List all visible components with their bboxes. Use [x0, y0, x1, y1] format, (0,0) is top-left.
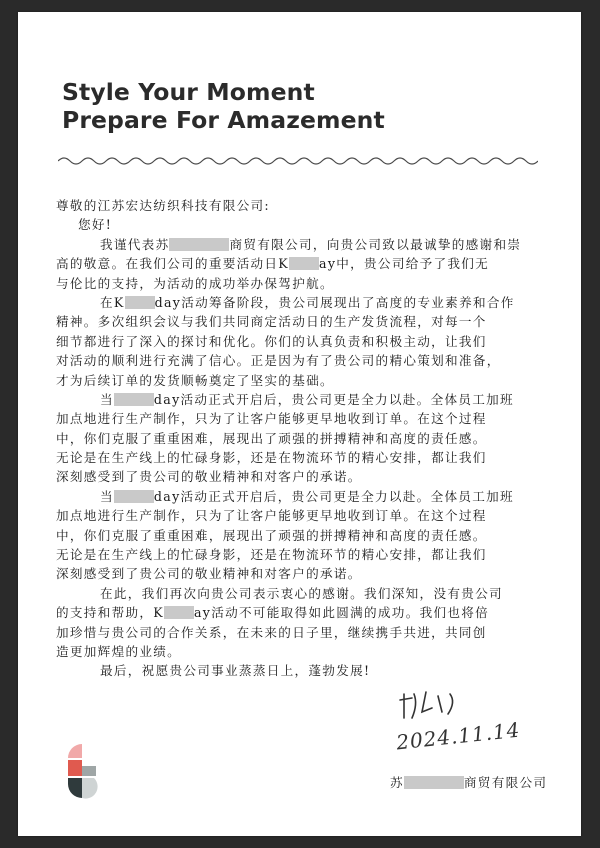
sender-company — [390, 772, 547, 791]
redaction-mark — [404, 776, 464, 789]
paragraph-1-line-2 — [56, 254, 556, 273]
text-segment: 在K — [100, 294, 125, 310]
header-slogan — [62, 78, 385, 134]
paragraph-2-line-2: 精神。多次组织会议与我们共同商定活动日的生产发货流程，对每一个 — [56, 314, 487, 330]
redaction-mark — [169, 238, 229, 251]
text-segment: 当 — [100, 488, 114, 504]
text-segment: day活动筹备阶段，贵公司展现出了高度的专业素养和合作 — [154, 294, 515, 310]
paragraph-5-line-2 — [56, 603, 556, 622]
paragraph-4-line-4: 无论是在生产线上的忙碌身影，还是在物流环节的精心安排，都让我们 — [56, 547, 487, 563]
redaction-mark — [289, 257, 319, 270]
paragraph-5-line-1: 在此，我们再次向贵公司表示衷心的感谢。我们深知，没有贵公司 — [100, 585, 503, 601]
paragraph-2-line-3: 细节都进行了深入的探讨和优化。你们的认真负责和积极主动，让我们 — [56, 333, 487, 349]
paragraph-4-line-3: 中，你们克服了重重困难，展现出了顽强的拼搏精神和高度的责任感。 — [56, 527, 487, 543]
paragraph-2-line-4: 对活动的顺利进行充满了信心。正是因为有了贵公司的精心策划和准备， — [56, 353, 501, 369]
text-segment: 商贸有限公司 — [463, 775, 548, 790]
closing-line: 最后，祝愿贵公司事业蒸蒸日上，蓬勃发展! — [100, 663, 371, 679]
salutation: 尊敬的江苏宏达纺织科技有限公司: — [56, 198, 270, 213]
text-segment: 的支持和帮助，K — [56, 605, 164, 621]
letter-page — [18, 12, 581, 836]
paragraph-3-line-3: 中，你们克服了重重困难，展现出了顽强的拼搏精神和高度的责任感。 — [56, 430, 487, 446]
paragraph-3-line-4: 无论是在生产线上的忙碌身影，还是在物流环节的精心安排，都让我们 — [56, 450, 487, 466]
text-segment: 商贸有限公司，向贵公司致以最诚挚的感谢和崇 — [229, 236, 522, 252]
paragraph-5-line-4: 造更加辉煌的业绩。 — [56, 643, 182, 659]
text-segment: 当 — [100, 391, 114, 407]
wave-divider — [58, 154, 538, 168]
text-segment: ay活动不可能取得如此圆满的成功。我们也将倍 — [193, 605, 490, 621]
paragraph-1-line-3: 与伦比的支持，为活动的成功举办保驾护航。 — [56, 275, 334, 291]
paragraph-2-line-1 — [56, 293, 556, 312]
brand-logo-icon — [60, 742, 100, 802]
paragraph-1-line-1 — [56, 235, 556, 254]
paragraph-3-line-1 — [56, 390, 556, 409]
paragraph-2-line-5: 才为后续订单的发货顺畅奠定了坚实的基础。 — [56, 372, 334, 388]
text-segment: day活动正式开启后，贵公司更是全力以赴。全体员工加班 — [153, 391, 514, 407]
paragraph-3-line-5: 深刻感受到了贵公司的敬业精神和对客户的承诺。 — [56, 469, 362, 485]
redaction-mark — [125, 296, 155, 309]
slogan-line-1: Style Your Moment — [62, 78, 315, 106]
text-segment: 高的敬意。在我们公司的重要活动日K — [56, 256, 290, 272]
paragraph-4-line-5: 深刻感受到了贵公司的敬业精神和对客户的承诺。 — [56, 566, 362, 582]
paragraph-5-line-3: 加珍惜与贵公司的合作关系，在未来的日子里，继续携手共进，共同创 — [56, 624, 487, 640]
logo-shape-red — [68, 760, 82, 776]
slogan-line-2: Prepare For Amazement — [62, 106, 385, 134]
text-segment: 苏 — [390, 775, 404, 790]
paragraph-3-line-2: 加点地进行生产制作，只为了让客户能够更早地收到订单。在这个过程 — [56, 411, 487, 427]
paragraph-4-line-2: 加点地进行生产制作，只为了让客户能够更早地收到订单。在这个过程 — [56, 508, 487, 524]
logo-shape-dark — [68, 778, 82, 798]
text-segment: ay中，贵公司给予了我们无 — [319, 256, 490, 272]
signature-date: 2024.11.14 — [395, 717, 522, 755]
redaction-mark — [114, 490, 154, 503]
logo-shape-grey — [82, 766, 96, 776]
redaction-mark — [114, 393, 154, 406]
paragraph-4-line-1 — [56, 487, 556, 506]
text-segment: day活动正式开启后，贵公司更是全力以赴。全体员工加班 — [153, 488, 514, 504]
letter-body — [56, 196, 556, 681]
logo-shape-pink — [68, 744, 82, 758]
text-segment: 我谨代表苏 — [100, 236, 170, 252]
redaction-mark — [164, 606, 194, 619]
logo-shape-light — [82, 778, 98, 799]
handwritten-signature — [398, 688, 468, 728]
greeting: 您好! — [78, 217, 113, 233]
